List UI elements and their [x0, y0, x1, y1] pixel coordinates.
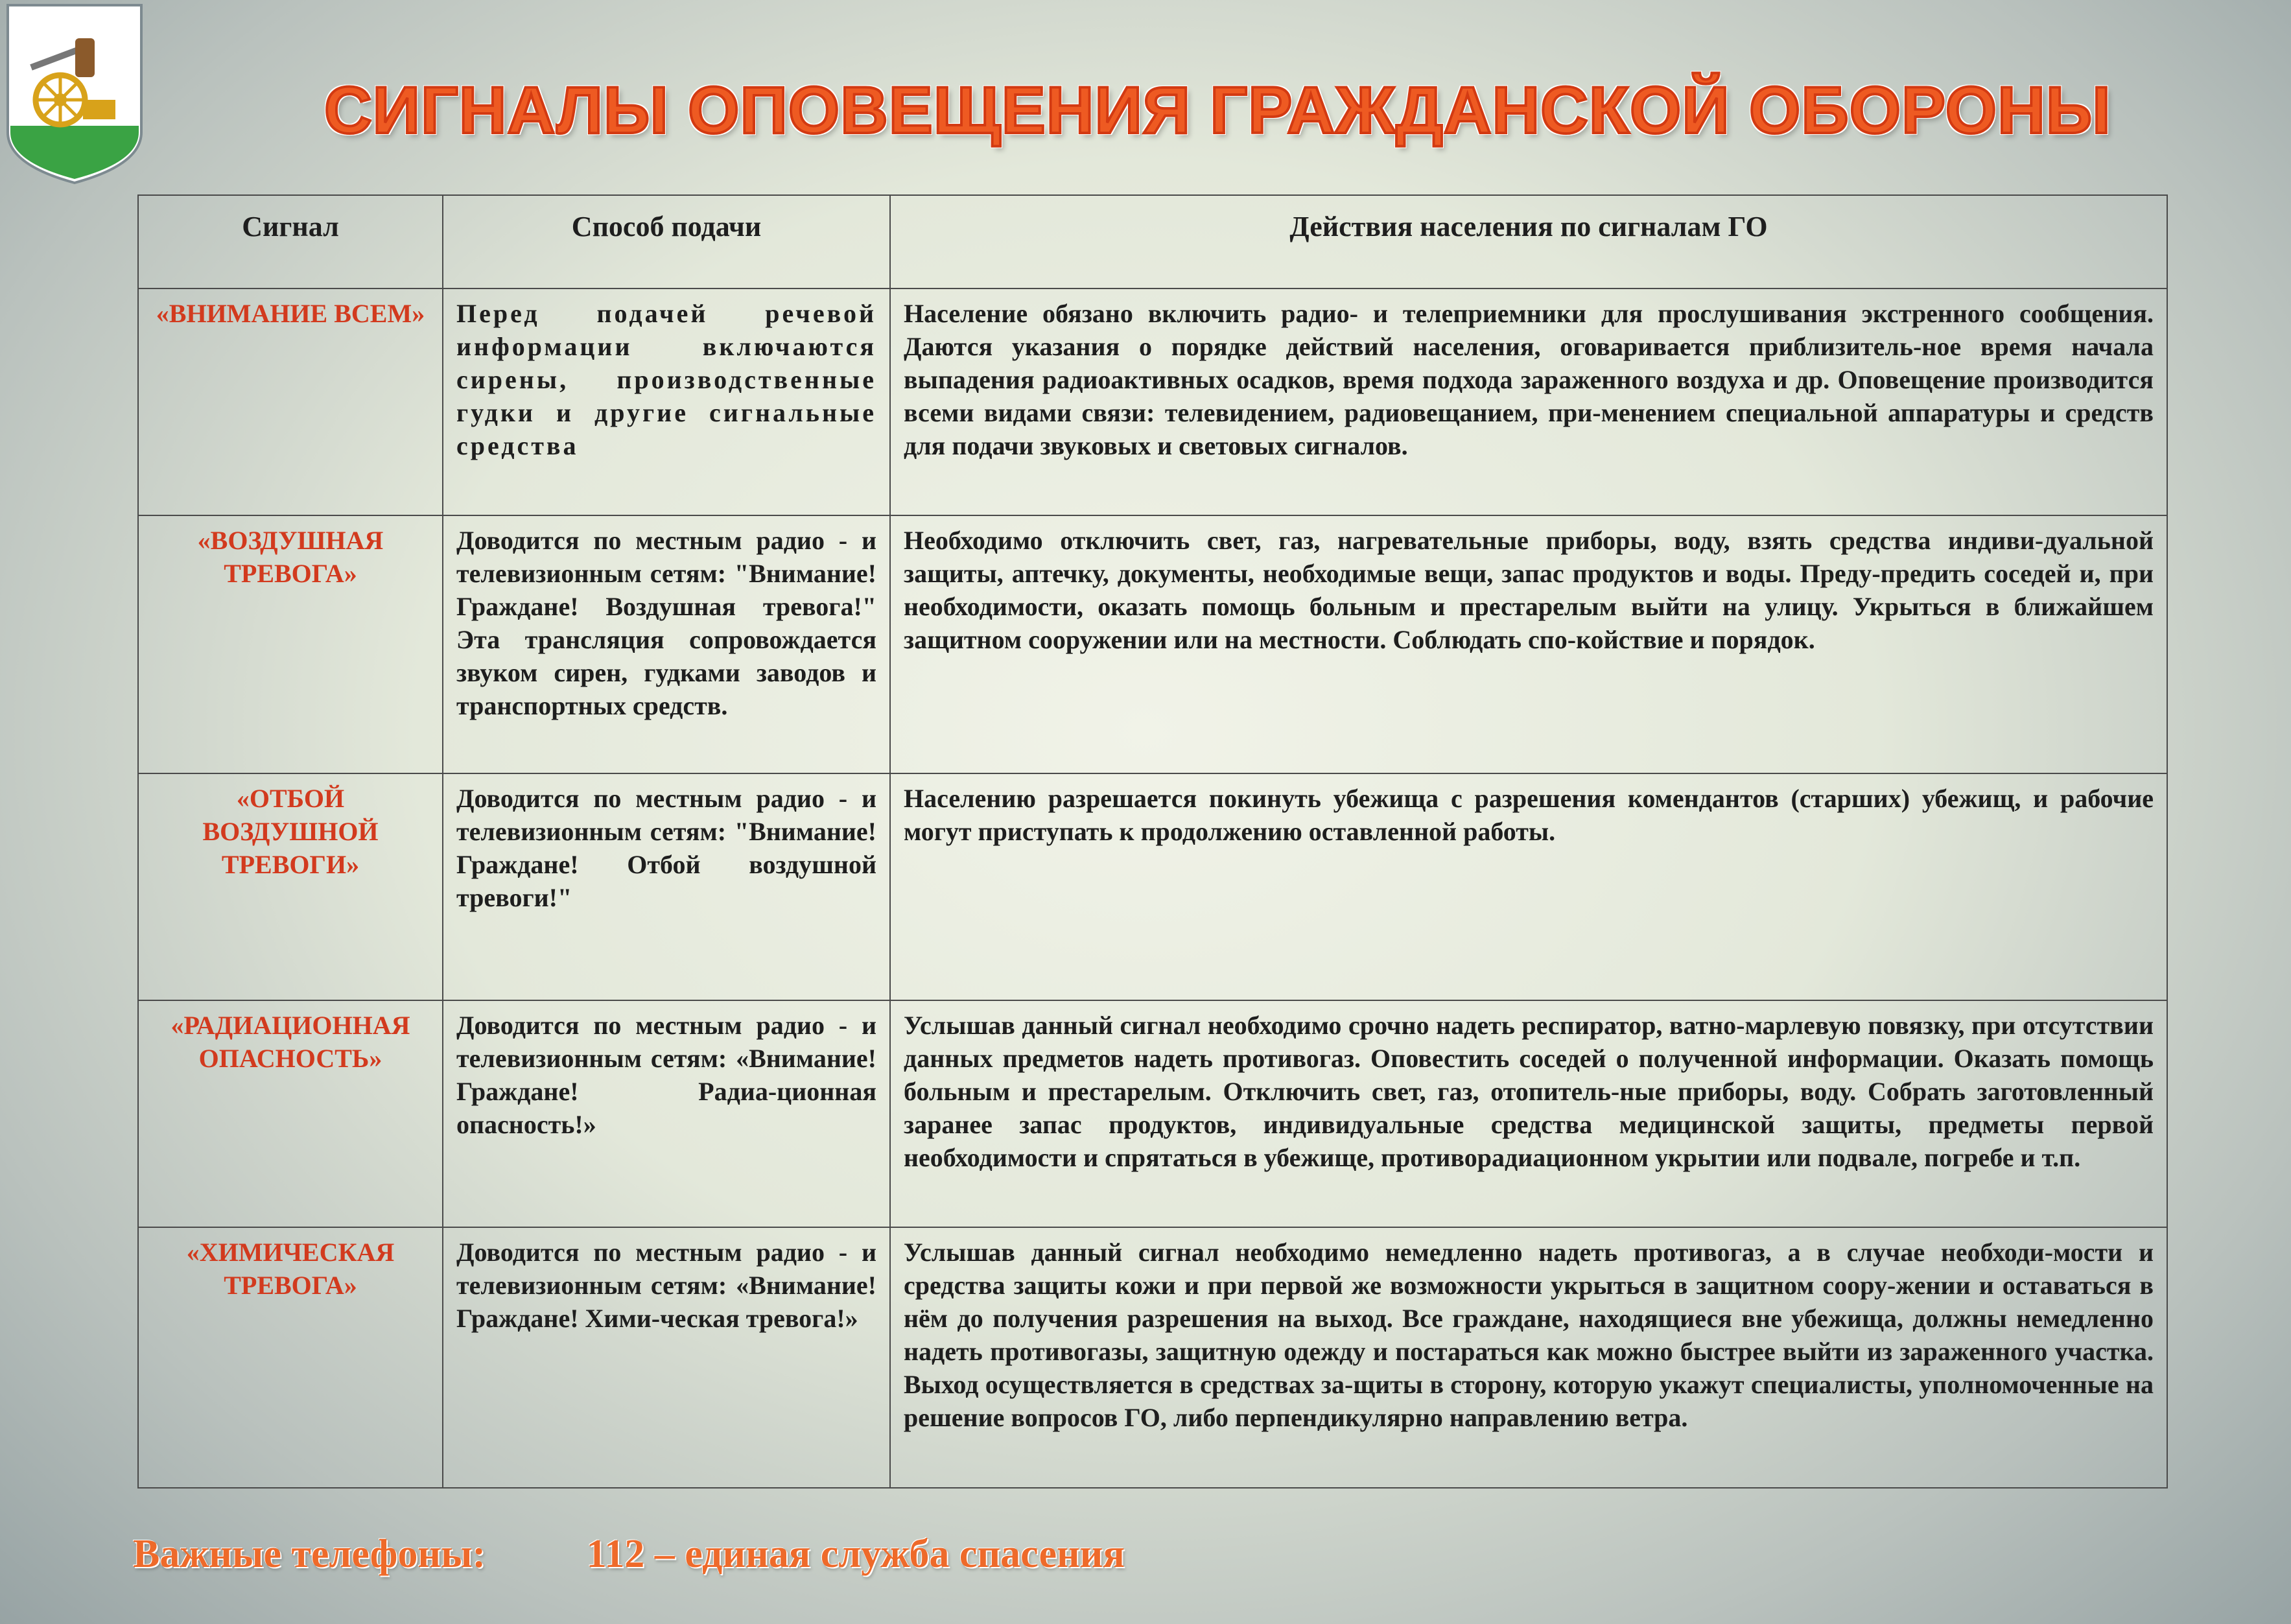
actions-cell: Услышав данный сигнал необходимо срочно надеть респиратор, ватно-марлевую повязку, при отсутствии данных предметов надеть противогаз. Оповестить соседей о полученной информации. Оказать помощь больным и престарелым. Отключить свет, газ, отопитель-ные приборы, воду. Собрать заготовленный заранее запас продуктов, индивидуальные средства медицинской защиты, предметы первой необходимости и спрятаться в убежище, противорадиационном укрытии или подвале, погребе и т.п. [890, 1000, 2167, 1227]
signal-cell: «ОТБОЙ ВОЗДУШНОЙ ТРЕВОГИ» [138, 773, 443, 1000]
signals-table [137, 194, 2168, 1489]
table-header-row [138, 195, 2167, 288]
coat-of-arms-icon [5, 3, 144, 185]
method-cell: Доводится по местным радио - и телевизионным сетям: "Внимание! Граждане! Отбой воздушной тревоги!" [443, 773, 890, 1000]
actions-cell: Услышав данный сигнал необходимо немедленно надеть противогаз, а в случае необходи-мости и средства защиты кожи и при первой же возможности укрыться в защитном соору-жении и оставаться в нём до получения разрешения на выход. Все граждане, находящиеся вне убежища, должны немедленно надеть противогазы, защитную одежду и постараться как можно быстрее выйти из зараженного участка. Выход осуществляется в средствах за-щиты в сторону, которую укажут специалисты, уполномоченные на решение вопросов ГО, либо перпендикулярно направлению ветра. [890, 1227, 2167, 1488]
method-cell: Доводится по местным радио - и телевизионным сетям: «Внимание! Граждане! Хими-ческая тревога!» [443, 1227, 890, 1488]
signal-cell: «ХИМИЧЕСКАЯ ТРЕВОГА» [138, 1227, 443, 1488]
table-row [138, 288, 2167, 515]
column-header: Сигнал [138, 195, 443, 288]
actions-cell: Население обязано включить радио- и телеприемники для прослушивания экстренного сообщения. Даются указания о порядке действий населения, оговаривается приблизитель-ное время начала выпадения радиоактивных осадков, время подхода зараженного воздуха и др. Оповещение производится всеми видами связи: телевидением, радиовещанием, при-менением специальной аппаратуры и средств для подачи звуковых и световых сигналов. [890, 288, 2167, 515]
rescue-phone: 112 – единая служба спасения [586, 1532, 1125, 1576]
table-row [138, 1000, 2167, 1227]
signal-cell: «РАДИАЦИОННАЯ ОПАСНОСТЬ» [138, 1000, 443, 1227]
method-cell: Перед подачей речевой информации включаются сирены, производственные гудки и другие сигнальные средства [443, 288, 890, 515]
table-row [138, 515, 2167, 773]
signal-cell: «ВОЗДУШНАЯ ТРЕВОГА» [138, 515, 443, 773]
column-header: Способ подачи [443, 195, 890, 288]
important-phones [133, 1531, 1125, 1577]
actions-cell: Населению разрешается покинуть убежища с разрешения комендантов (старших) убежищ, и рабочие могут приступать к продолжению оставленной работы. [890, 773, 2167, 1000]
table-row [138, 773, 2167, 1000]
page-title: СИГНАЛЫ ОПОВЕЩЕНИЯ ГРАЖДАНСКОЙ ОБОРОНЫ [324, 73, 2111, 147]
table-row [138, 1227, 2167, 1488]
column-header: Действия населения по сигналам ГО [890, 195, 2167, 288]
method-cell: Доводится по местным радио - и телевизионным сетям: "Внимание! Граждане! Воздушная тревога!" Эта трансляция сопровождается звуком сирен, гудками заводов и транспортных средств. [443, 515, 890, 773]
signal-cell: «ВНИМАНИЕ ВСЕМ» [138, 288, 443, 515]
actions-cell: Необходимо отключить свет, газ, нагревательные приборы, воду, взять средства индиви-дуальной защиты, аптечку, документы, необходимые вещи, запас продуктов и воды. Преду-предить соседей и, при необходимости, оказать помощь больным и престарелым выйти на улицу. Укрыться в ближайшем защитном сооружении или на местности. Соблюдать спо-койствие и порядок. [890, 515, 2167, 773]
method-cell: Доводится по местным радио - и телевизионным сетям: «Внимание! Граждане! Радиа-ционная опасность!» [443, 1000, 890, 1227]
phones-label: Важные телефоны: [133, 1532, 486, 1576]
